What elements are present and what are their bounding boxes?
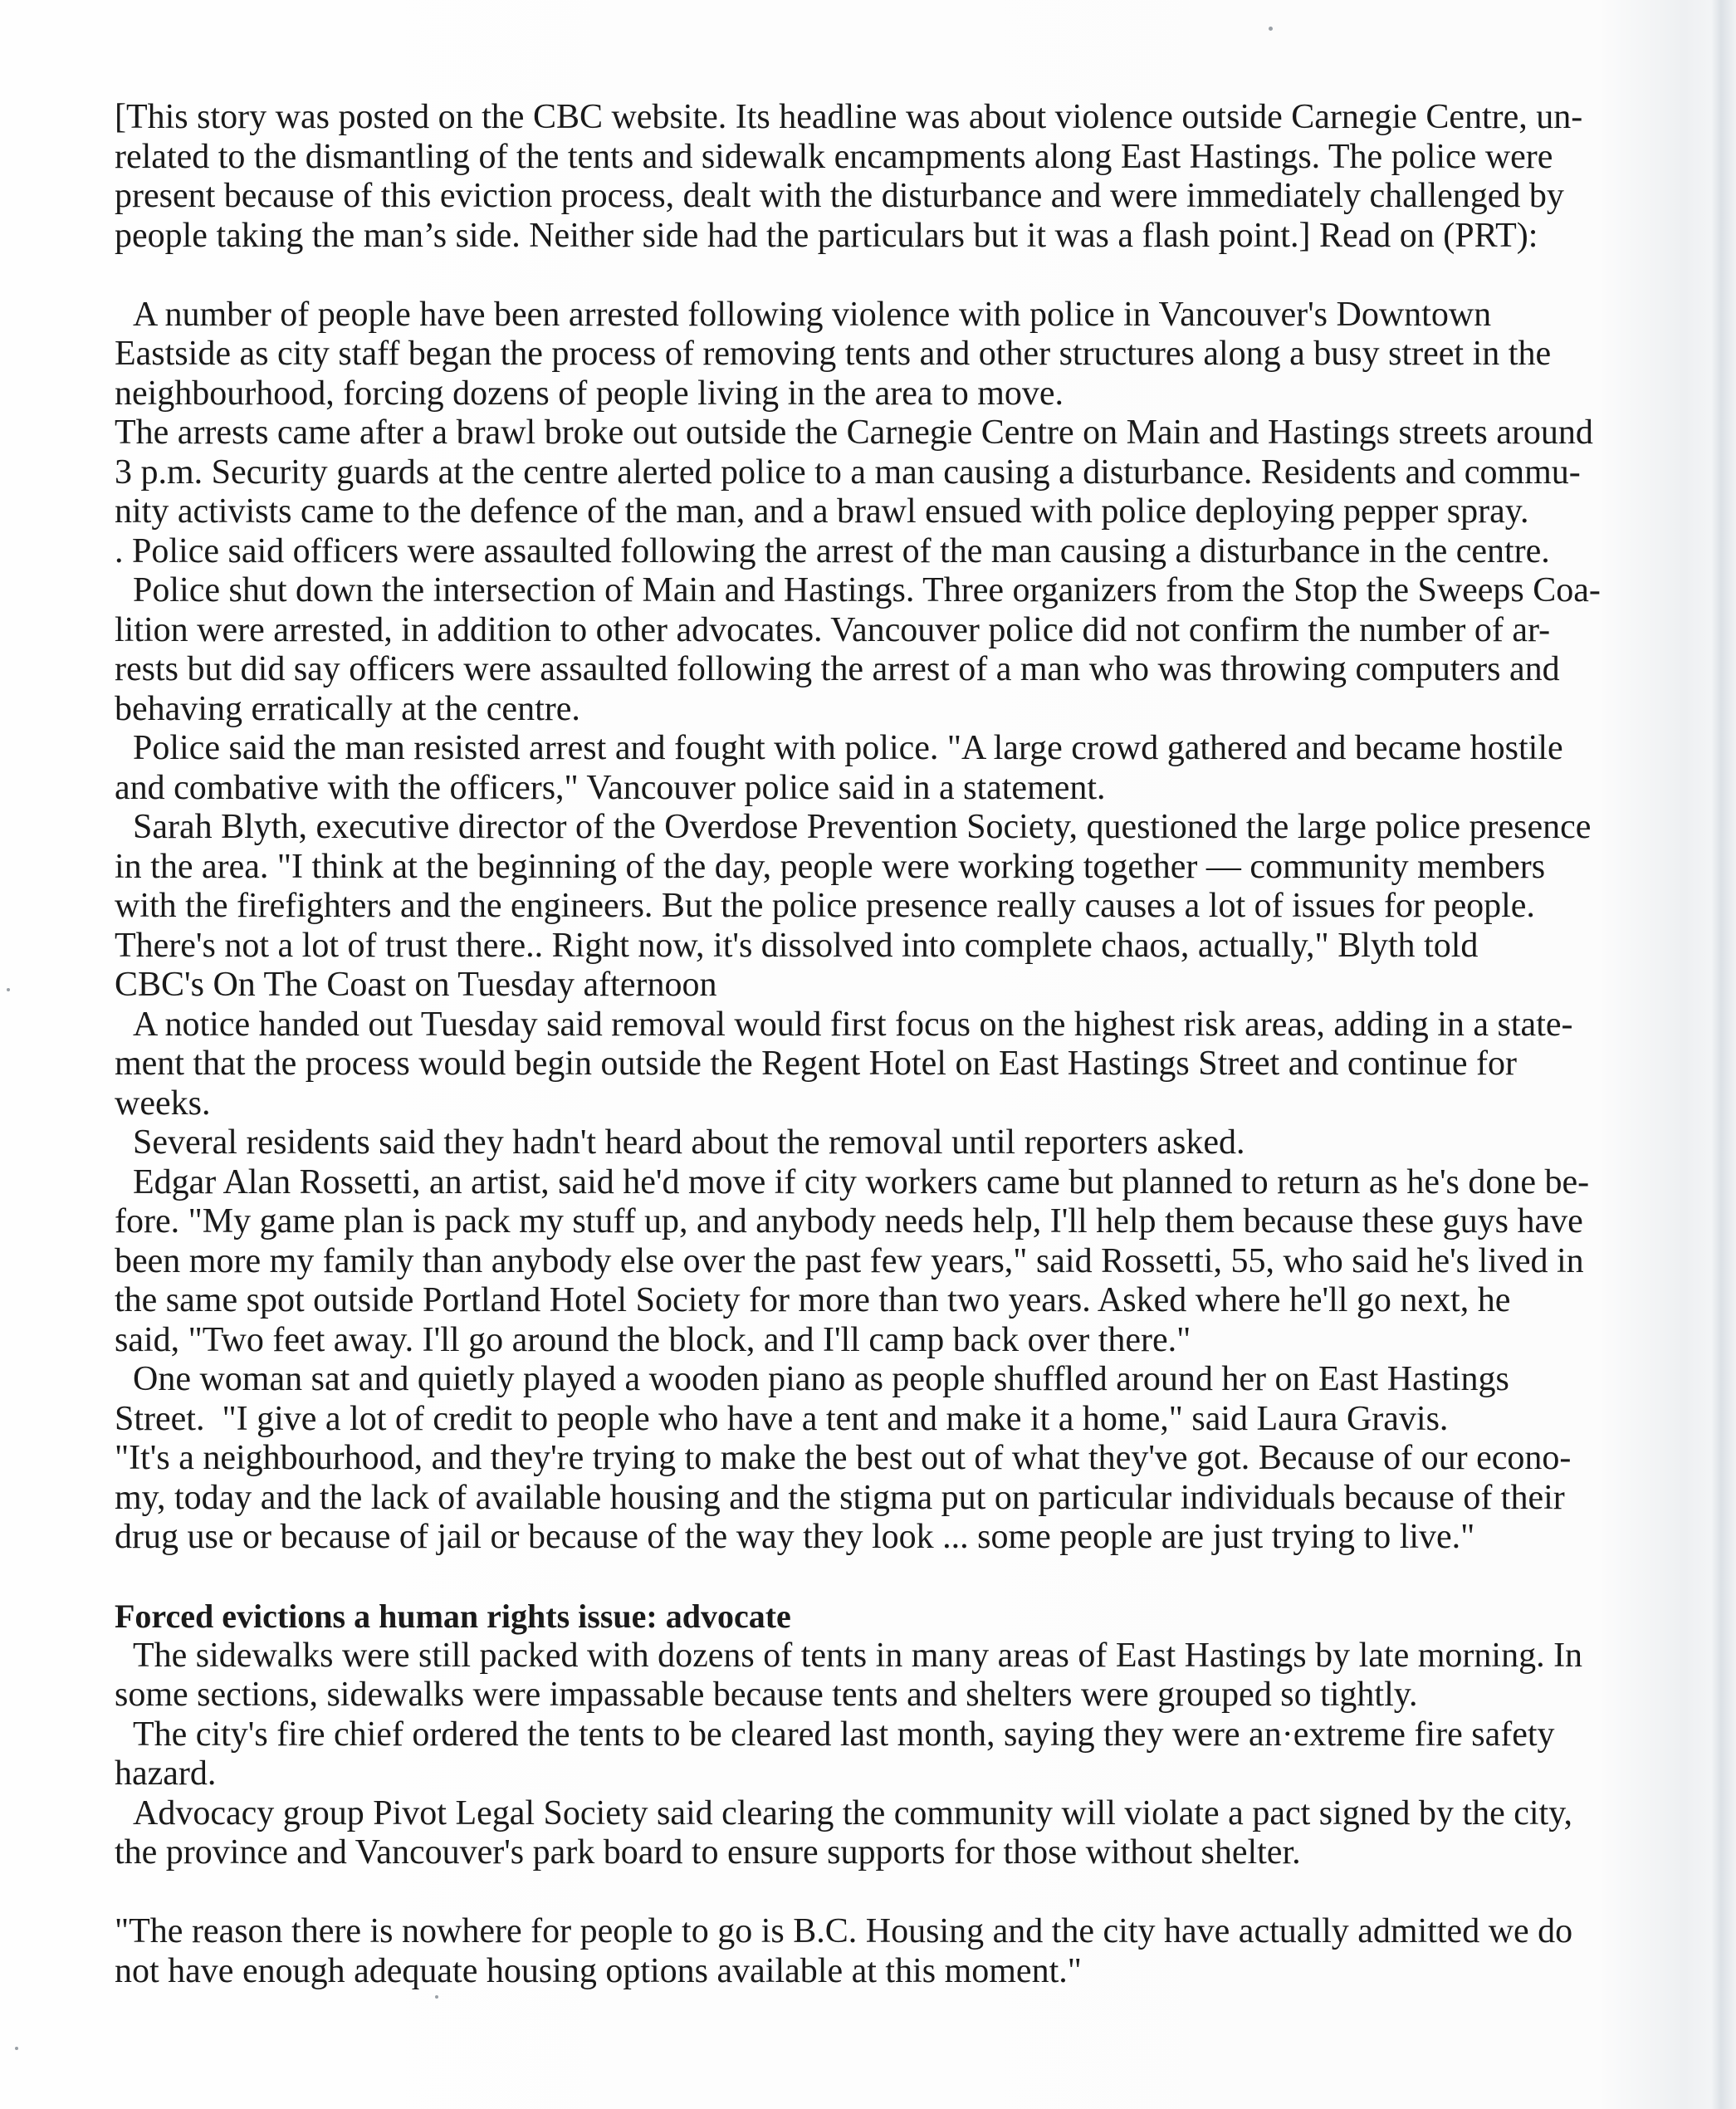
body-paragraph: A number of people have been arrested following violence with police in Vancouver's Downtown Eastside as city staff began the process of removing tents and other structures along a busy street in the neighbourhood, forcing dozens of people living in the area to move. — [115, 295, 1552, 413]
body-paragraph: The arrests came after a brawl broke out outside the Carnegie Centre on Main and Hastings streets around 3 p.m. Security guards at the centre alerted police to a man causing a disturbance. Residents and commu- nity activists came to the defence of the man, and a brawl ensued with police deploying pepper spray. — [115, 413, 1593, 531]
article-body — [115, 98, 1688, 1991]
body-paragraph: "It's a neighbourhood, and they're trying to make the best out of what they've got. Because of our econo- my, today and the lack of available housing and the stigma put on particular individuals because of their drug use or because of jail or because of the way they look ... some people are just trying to live." — [115, 1439, 1572, 1556]
intro-paragraph: [This story was posted on the CBC website. Its headline was about violence outside Carnegie Centre, un- related to the dismantling of the tents and sidewalk encampments along East Hastings. The police were present because of this eviction process, dealt with the disturbance and were immediately challenged by people taking the man’s side. Neither side had the particulars but it was a flash point.] Read on (PRT): — [115, 98, 1583, 255]
body-paragraph: Police said the man resisted arrest and fought with police. "A large crowd gathered and became hostile and combative with the officers," Vancouver police said in a statement. — [115, 729, 1563, 807]
scan-speck — [1269, 27, 1273, 31]
scan-speck — [7, 988, 10, 991]
paragraph-gap — [115, 1558, 1688, 1598]
scan-speck — [435, 1995, 438, 1999]
scan-speck — [15, 2047, 18, 2050]
section-paragraph: The city's fire chief ordered the tents to be cleared last month, saying they were an·extreme fire safety hazard. — [115, 1715, 1555, 1793]
section-paragraph: The sidewalks were still packed with dozens of tents in many areas of East Hastings by late morning. In some sections, sidewalks were impassable because tents and shelters were grouped so tightly. — [115, 1636, 1583, 1714]
section-heading: Forced evictions a human rights issue: advocate — [115, 1598, 791, 1635]
body-paragraph: Police shut down the intersection of Main and Hastings. Three organizers from the Stop the Sweeps Coa- lition were arrested, in addition to other advocates. Vancouver police did not confirm the number of ar- rests but did say officers were assaulted following the arrest of a man who was throwing computers and behaving erratically at the centre. — [115, 571, 1601, 728]
section-paragraph: Advocacy group Pivot Legal Society said clearing the community will violate a pact signed by the city, the province and Vancouver's park board to ensure supports for those without shelter. — [115, 1793, 1572, 1872]
body-paragraph: Sarah Blyth, executive director of the Overdose Prevention Society, questioned the large police presence in the area. "I think at the beginning of the day, people were working together — community members with the firefighters and the engineers. But the police presence really causes a lot of issues for people. There's not a lot of trust there.. Right now, it's dissolved into complete chaos, actually," Blyth told CBC's On The Coast on Tuesday afternoon — [115, 808, 1592, 1004]
body-paragraph: Edgar Alan Rossetti, an artist, said he'd move if city workers came but planned to return as he's done be- fore. "My game plan is pack my stuff up, and anybody needs help, I'll help them because these guys have been more my family than anybody else over the past few years," said Rossetti, 55, who said he's lived in the same spot outside Portland Hotel Society for more than two years. Asked where he'll go next, he said, "Two feet away. I'll go around the block, and I'll camp back over there." — [115, 1162, 1590, 1359]
page-edge-shadow — [1711, 0, 1736, 2109]
paragraph-gap — [115, 256, 1688, 296]
body-paragraph: . Police said officers were assaulted following the arrest of the man causing a disturbance in the centre. — [115, 531, 1550, 570]
body-paragraph: One woman sat and quietly played a wooden piano as people shuffled around her on East Hastings Street. "I give a lot of credit to people who have a tent and make it a home," said Laura Gravis. — [115, 1360, 1509, 1438]
paragraph-gap — [115, 1873, 1688, 1913]
closing-quote: "The reason there is nowhere for people to go is B.C. Housing and the city have actually admitted we do not have enough adequate housing options available at this moment." — [115, 1912, 1573, 1990]
body-paragraph: A notice handed out Tuesday said removal would first focus on the highest risk areas, adding in a state- ment that the process would begin outside the Regent Hotel on East Hastings Street and continue for weeks. — [115, 1005, 1573, 1123]
body-paragraph: Several residents said they hadn't heard about the removal until reporters asked. — [133, 1123, 1245, 1162]
